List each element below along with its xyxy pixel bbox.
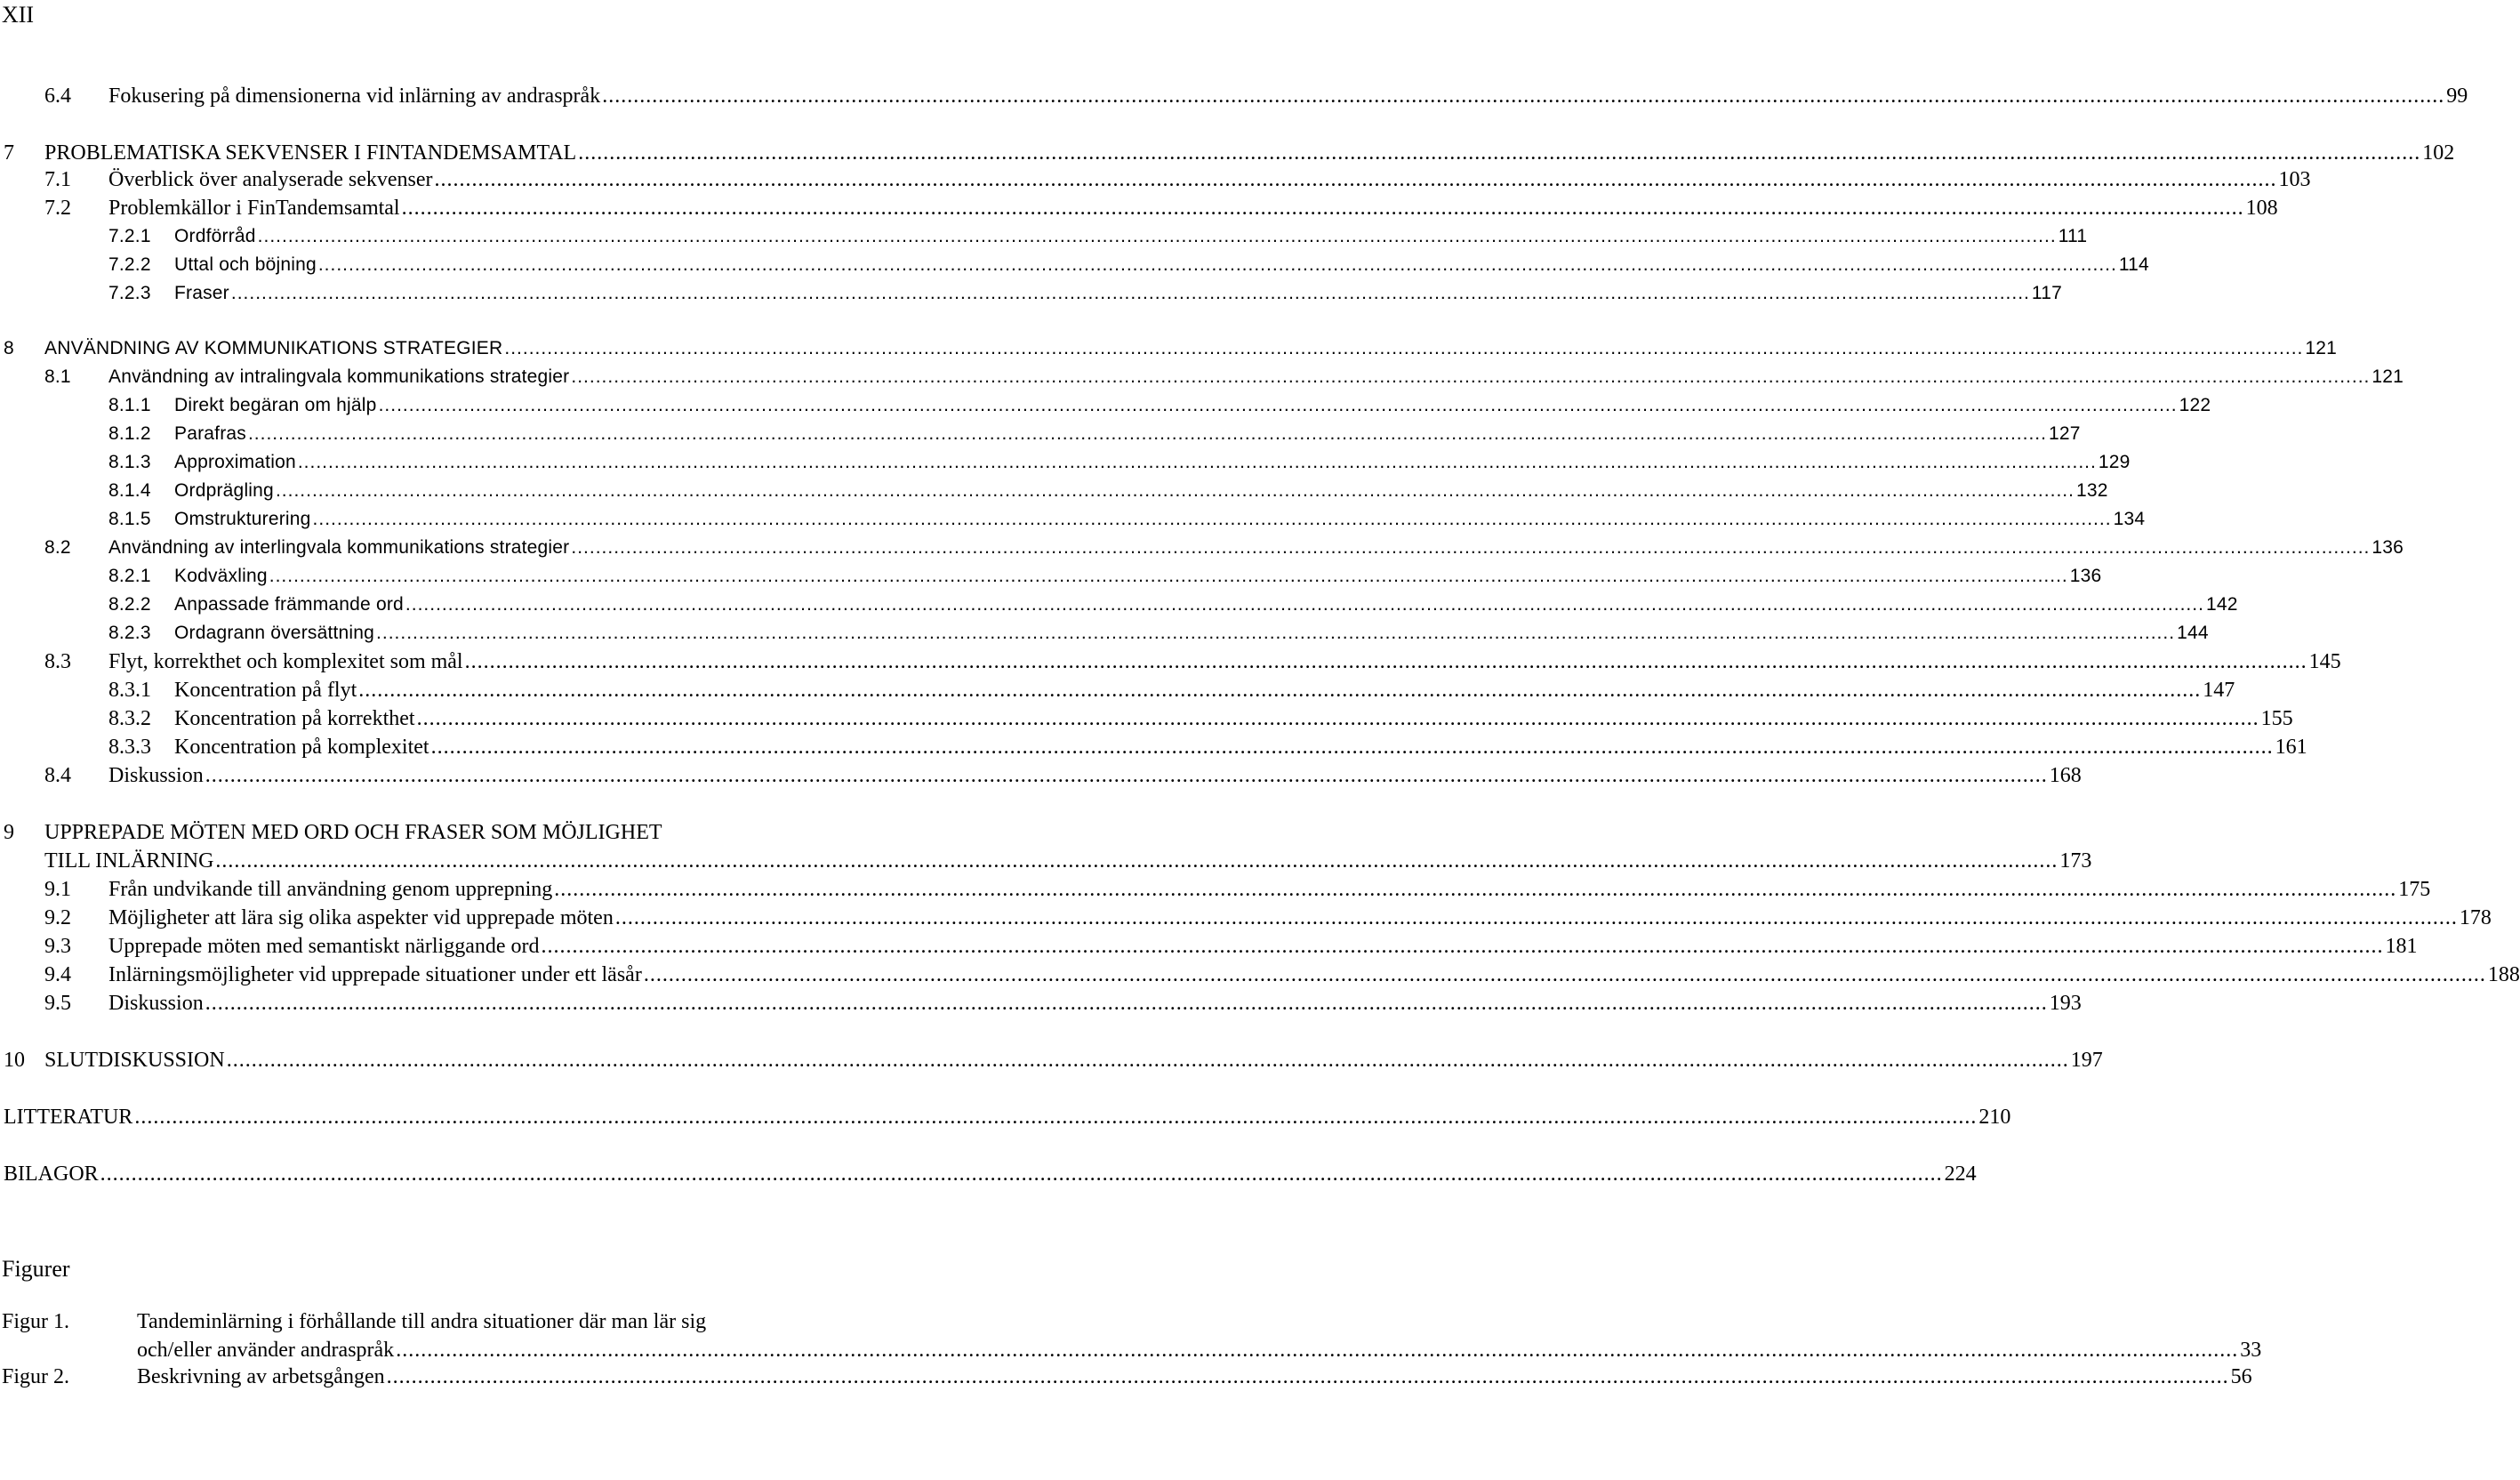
toc-leader: ........................................................................................................................................................................................................................................................................................................ <box>401 197 2244 220</box>
toc-title: Omstrukturering <box>174 509 311 529</box>
toc-leader: ........................................................................................................................................................................................................................................................................................................ <box>205 992 2048 1015</box>
toc-title: Approximation <box>174 452 296 472</box>
toc-leader: ........................................................................................................................................................................................................................................................................................................ <box>378 395 2178 415</box>
toc-page: 129 <box>2098 452 2131 472</box>
toc-title: Upprepade möten med semantiskt närliggande ord <box>108 935 540 958</box>
toc-page: 188 <box>2487 963 2520 986</box>
toc-title: PROBLEMATISKA SEKVENSER I FINTANDEMSAMTAL <box>44 141 577 165</box>
figure-title: och/eller använder andraspråk <box>137 1339 395 1362</box>
toc-entry[interactable] <box>108 505 2146 534</box>
toc-number: 9 <box>4 821 14 844</box>
toc-number: 7.2.1 <box>108 226 151 246</box>
toc-page: 175 <box>2398 878 2431 901</box>
toc-entry[interactable] <box>4 1103 2011 1131</box>
toc-page: 161 <box>2275 736 2307 759</box>
toc-number: 8.1.4 <box>108 480 151 501</box>
toc-title: Kodväxling <box>174 566 268 586</box>
toc-entry[interactable] <box>108 420 2081 448</box>
toc-leader: ........................................................................................................................................................................................................................................................................................................ <box>643 963 2486 986</box>
toc-page: 145 <box>2308 650 2341 673</box>
toc-leader: ........................................................................................................................................................................................................................................................................................................ <box>405 594 2204 615</box>
toc-leader: ........................................................................................................................................................................................................................................................................................................ <box>257 226 2057 246</box>
toc-page: 178 <box>2459 906 2492 929</box>
toc-entry[interactable] <box>108 676 2235 704</box>
toc-title: SLUTDISKUSSION <box>44 1049 225 1072</box>
toc-leader: ........................................................................................................................................................................................................................................................................................................ <box>614 906 2458 929</box>
toc-title: Parafras <box>174 423 246 444</box>
toc-number: 8.1.5 <box>108 509 151 529</box>
toc-number: 8.3.3 <box>108 736 151 759</box>
toc-page: 136 <box>2372 537 2404 558</box>
toc-entry[interactable] <box>108 704 2293 733</box>
toc-title: Fokusering på dimensionerna vid inlärning av andraspråk <box>108 84 601 108</box>
toc-title: ANVÄNDNING AV KOMMUNIKATIONS STRATEGIER <box>44 338 503 358</box>
figure-entry-title[interactable] <box>137 1363 2252 1391</box>
toc-entry[interactable] <box>108 251 2149 279</box>
figure-entry-continued[interactable] <box>137 1336 2262 1364</box>
toc-page: 168 <box>2049 764 2082 787</box>
toc-title: Problemkällor i FinTandemsamtal <box>108 197 400 220</box>
toc-entry[interactable] <box>44 989 2082 1017</box>
toc-title: Överblick över analyserade sekvenser <box>108 168 433 191</box>
toc-title: Användning av intralingvala kommunikations strategier <box>108 366 570 387</box>
toc-page: 121 <box>2372 366 2404 387</box>
toc-number: 8.1.1 <box>108 395 151 415</box>
figure-title: Beskrivning av arbetsgången <box>137 1365 385 1388</box>
toc-entry[interactable] <box>4 818 800 847</box>
toc-page: 108 <box>2245 197 2278 220</box>
toc-title: Direkt begäran om hjälp <box>174 395 377 415</box>
toc-title: Uttal och böjning <box>174 254 317 275</box>
toc-entry[interactable] <box>44 932 2418 961</box>
toc-entry[interactable] <box>44 648 2341 676</box>
toc-title: Ordprägling <box>174 480 274 501</box>
toc-leader: ........................................................................................................................................................................................................................................................................................................ <box>358 679 2202 702</box>
toc-title: Koncentration på komplexitet <box>174 736 429 759</box>
toc-entry[interactable] <box>108 222 2088 251</box>
toc-page: 111 <box>2058 226 2088 246</box>
toc-leader: ........................................................................................................................................................................................................................................................................................................ <box>376 623 2176 643</box>
toc-page: 224 <box>1944 1162 1977 1186</box>
toc-number: 7.2.3 <box>108 283 151 303</box>
toc-number: 8.1 <box>44 366 71 387</box>
toc-page: 99 <box>2446 84 2468 108</box>
toc-number: 8.2.1 <box>108 566 151 586</box>
toc-title: Anpassade främmande ord <box>174 594 404 615</box>
toc-entry[interactable] <box>44 82 2468 110</box>
toc-number: 8.2.3 <box>108 623 151 643</box>
toc-leader: ........................................................................................................................................................................................................................................................................................................ <box>464 650 2307 673</box>
toc-entry[interactable] <box>44 904 2492 932</box>
toc-number: 6.4 <box>44 84 71 108</box>
toc-entry[interactable] <box>44 363 2404 391</box>
toc-title: Koncentration på korrekthet <box>174 707 415 730</box>
toc-entry[interactable] <box>44 761 2082 790</box>
toc-number: 9.4 <box>44 963 71 986</box>
toc-entry[interactable] <box>108 591 2238 619</box>
toc-number: 8.2.2 <box>108 594 151 615</box>
toc-entry[interactable] <box>108 733 2307 761</box>
toc-entry[interactable] <box>4 334 2338 363</box>
toc-leader: ........................................................................................................................................................................................................................................................................................................ <box>247 423 2047 444</box>
toc-number: 8.4 <box>44 764 71 787</box>
toc-leader: ........................................................................................................................................................................................................................................................................................................ <box>416 707 2259 730</box>
toc-title: Från undvikande till användning genom upprepning <box>108 878 553 901</box>
toc-page: 136 <box>2069 566 2102 586</box>
toc-page: 117 <box>2031 283 2062 303</box>
toc-leader: ........................................................................................................................................................................................................................................................................................................ <box>541 935 2384 958</box>
toc-page: 173 <box>2059 849 2092 873</box>
toc-leader: ........................................................................................................................................................................................................................................................................................................ <box>578 141 2421 165</box>
toc-page: 155 <box>2260 707 2293 730</box>
toc-number: 8.3.2 <box>108 707 151 730</box>
toc-page: 127 <box>2048 423 2081 444</box>
toc-number: 8 <box>4 338 14 358</box>
toc-title: UPPREPADE MÖTEN MED ORD OCH FRASER SOM MÖJLIGHET <box>44 821 662 844</box>
toc-leader: ........................................................................................................................................................................................................................................................................................................ <box>312 509 2112 529</box>
toc-leader: ........................................................................................................................................................................................................................................................................................................ <box>554 878 2397 901</box>
toc-entry[interactable] <box>108 279 2062 308</box>
toc-leader: ........................................................................................................................................................................................................................................................................................................ <box>602 84 2445 108</box>
toc-page: 103 <box>2278 168 2311 191</box>
toc-page: 193 <box>2049 992 2082 1015</box>
toc-leader: ........................................................................................................................................................................................................................................................................................................ <box>396 1339 2239 1362</box>
figures-heading: Figurer <box>2 1256 70 1282</box>
toc-title: Koncentration på flyt <box>174 679 357 702</box>
toc-title: Inlärningsmöjligheter vid upprepade situationer under ett läsår <box>108 963 642 986</box>
toc-entry[interactable] <box>4 139 2455 167</box>
toc-title: LITTERATUR <box>4 1106 133 1129</box>
toc-entry[interactable] <box>44 165 2311 194</box>
toc-number: 9.5 <box>44 992 71 1015</box>
toc-number: 8.1.3 <box>108 452 151 472</box>
toc-page: 144 <box>2177 623 2209 643</box>
toc-page: 134 <box>2113 509 2146 529</box>
toc-entry[interactable] <box>44 194 2278 222</box>
toc-leader: ........................................................................................................................................................................................................................................................................................................ <box>134 1106 1978 1129</box>
toc-leader: ........................................................................................................................................................................................................................................................................................................ <box>226 1049 2069 1072</box>
figure-page: 33 <box>2240 1339 2262 1362</box>
toc-title: Användning av interlingvala kommunikations strategier <box>108 537 570 558</box>
toc-leader: ........................................................................................................................................................................................................................................................................................................ <box>386 1365 2229 1388</box>
toc-entry[interactable] <box>108 391 2211 420</box>
toc-leader: ........................................................................................................................................................................................................................................................................................................ <box>230 283 2030 303</box>
toc-number: 7.2.2 <box>108 254 151 275</box>
toc-leader: ........................................................................................................................................................................................................................................................................................................ <box>297 452 2097 472</box>
toc-leader: ........................................................................................................................................................................................................................................................................................................ <box>100 1162 1943 1186</box>
toc-leader: ........................................................................................................................................................................................................................................................................................................ <box>434 168 2277 191</box>
toc-page: 132 <box>2075 480 2108 501</box>
toc-number: 7.1 <box>44 168 71 191</box>
toc-leader: ........................................................................................................................................................................................................................................................................................................ <box>504 338 2304 358</box>
toc-title: Ordförråd <box>174 226 256 246</box>
toc-number: 8.3 <box>44 650 71 673</box>
toc-entry[interactable] <box>4 1160 1977 1188</box>
toc-entry[interactable] <box>4 847 2092 875</box>
toc-number: 9.3 <box>44 935 71 958</box>
toc-number: 7 <box>4 141 14 165</box>
toc-number: 8.1.2 <box>108 423 151 444</box>
toc-leader: ........................................................................................................................................................................................................................................................................................................ <box>571 537 2371 558</box>
toc-title: TILL INLÄRNING <box>44 849 214 873</box>
toc-title: Flyt, korrekthet och komplexitet som mål <box>108 650 463 673</box>
toc-page: 210 <box>1978 1106 2011 1129</box>
toc-page: 122 <box>2179 395 2211 415</box>
toc-page: 181 <box>2385 935 2418 958</box>
toc-page: 121 <box>2305 338 2338 358</box>
toc-number: 8.3.1 <box>108 679 151 702</box>
toc-leader: ........................................................................................................................................................................................................................................................................................................ <box>317 254 2117 275</box>
toc-entry[interactable] <box>44 875 2431 904</box>
toc-title: Möjligheter att lära sig olika aspekter vid upprepade möten <box>108 906 614 929</box>
toc-number: 9.2 <box>44 906 71 929</box>
toc-number: 8.2 <box>44 537 71 558</box>
toc-leader: ........................................................................................................................................................................................................................................................................................................ <box>571 366 2371 387</box>
toc-entry[interactable] <box>108 448 2131 477</box>
toc-leader: ........................................................................................................................................................................................................................................................................................................ <box>205 764 2048 787</box>
toc-leader: ........................................................................................................................................................................................................................................................................................................ <box>215 849 2059 873</box>
toc-title: Diskussion <box>108 992 204 1015</box>
toc-page: 147 <box>2203 679 2235 702</box>
figure-page: 56 <box>2230 1365 2252 1388</box>
toc-leader: ........................................................................................................................................................................................................................................................................................................ <box>275 480 2075 501</box>
toc-number: 10 <box>4 1049 25 1072</box>
toc-number: 9.1 <box>44 878 71 901</box>
toc-title: Ordagrann översättning <box>174 623 375 643</box>
toc-page: 142 <box>2205 594 2238 615</box>
toc-page: 197 <box>2070 1049 2103 1072</box>
toc-title: BILAGOR <box>4 1162 99 1186</box>
toc-title: Fraser <box>174 283 229 303</box>
toc-entry[interactable] <box>4 1046 2103 1074</box>
toc-number: 7.2 <box>44 197 71 220</box>
toc-entry[interactable] <box>108 619 2209 648</box>
toc-entry[interactable] <box>108 477 2108 505</box>
toc-page: 102 <box>2422 141 2455 165</box>
toc-leader: ........................................................................................................................................................................................................................................................................................................ <box>269 566 2068 586</box>
toc-entry[interactable] <box>44 961 2520 989</box>
figure-title: Tandeminlärning i förhållande till andra situationer där man lär sig <box>137 1310 707 1333</box>
toc-page: 114 <box>2118 254 2149 275</box>
figure-label: Figur 1. <box>2 1310 70 1333</box>
toc-entry[interactable] <box>44 534 2404 562</box>
toc-leader: ........................................................................................................................................................................................................................................................................................................ <box>430 736 2274 759</box>
toc-entry[interactable] <box>108 562 2102 591</box>
page-number: XII <box>2 2 35 28</box>
toc-title: Diskussion <box>108 764 204 787</box>
figure-label: Figur 2. <box>2 1365 70 1388</box>
